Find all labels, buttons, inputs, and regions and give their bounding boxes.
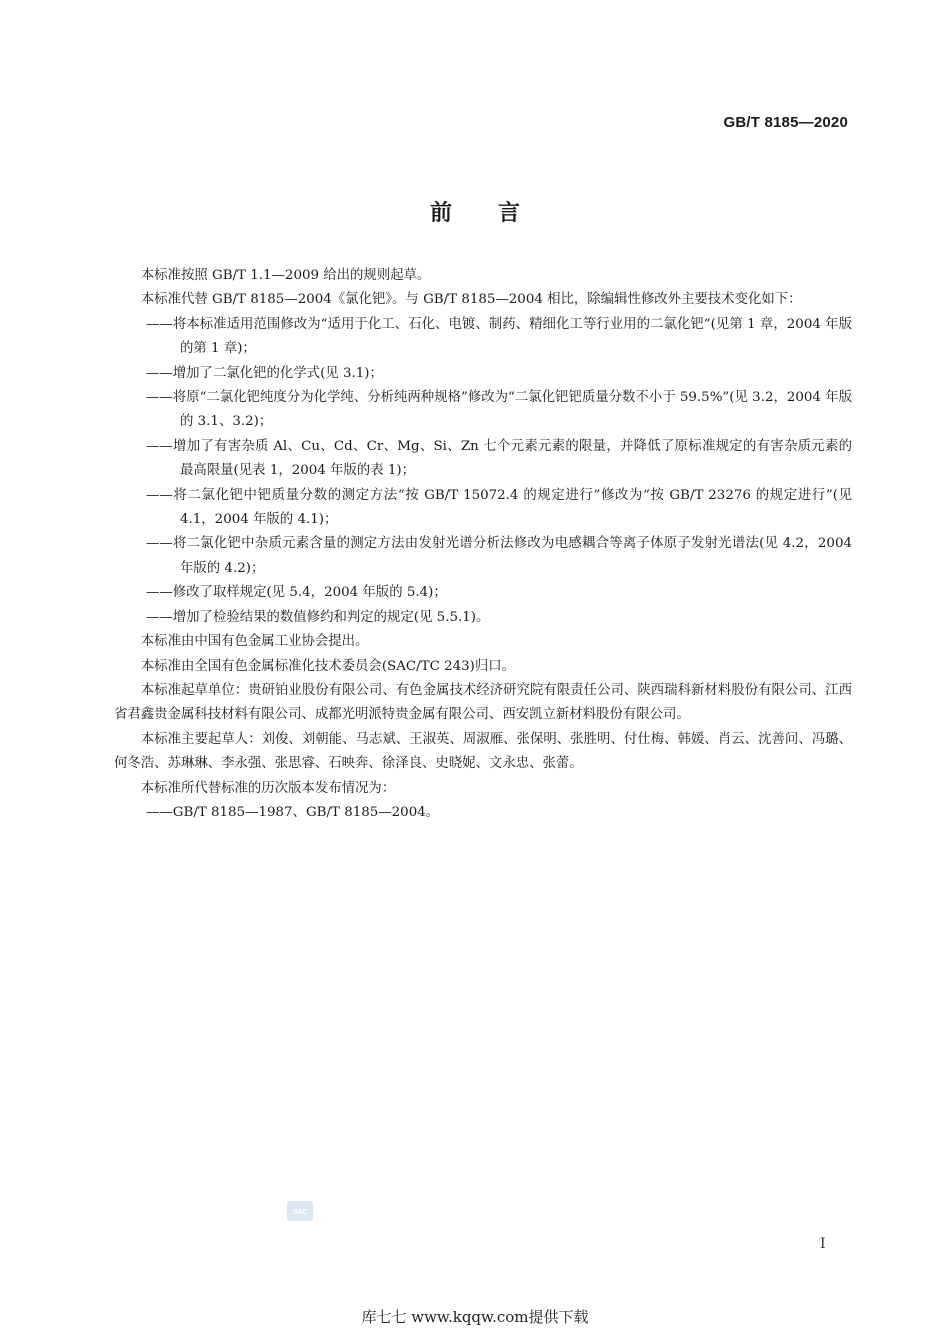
change-list-item: ——增加了检验结果的数值修约和判定的规定(见 5.5.1)。 (146, 609, 490, 625)
paragraph: 本标准主要起草人：刘俊、刘朝能、马志斌、王淑英、周淑雁、张保明、张胜明、付仕梅、韩媛、肖云、沈善问、冯璐、何冬浩、苏琳琳、李永强、张思睿、石映奔、徐泽良、史晓妮、文永忠、张蕾。 (114, 731, 852, 772)
change-list-item: ——将本标准适用范围修改为“适用于化工、石化、电镀、制药、精细化工等行业用的二氯化钯”(见第 1 章，2004 年版的第 1 章)； (146, 316, 852, 357)
change-list-item: ——修改了取样规定(见 5.4，2004 年版的 5.4)； (146, 585, 447, 601)
change-list-item: ——将原“二氯化钯纯度分为化学纯、分析纯两种规格”修改为“二氯化钯钯质量分数不小于 59.5%”(见 3.2，2004 年版的 3.1、3.2)； (146, 390, 852, 430)
change-list-item: ——GB/T 8185—1987、GB/T 8185—2004。 (146, 804, 440, 820)
paragraph: 本标准代替 GB/T 8185—2004《氯化钯》。与 GB/T 8185—2004 相比，除编辑性修改外主要技术变化如下： (140, 292, 802, 308)
paragraph: 本标准所代替标准的历次版本发布情况为： (140, 780, 396, 796)
change-list-item: ——将二氯化钯中杂质元素含量的测定方法由发射光谱分析法修改为电感耦合等离子体原子发射光谱法(见 4.2，2004 年版的 4.2)； (146, 536, 852, 576)
change-list-item: ——将二氯化钯中钯质量分数的测定方法“按 GB/T 15072.4 的规定进行”修改为“按 GB/T 23276 的规定进行”(见 4.1，2004 年版的 4.1)； (146, 487, 852, 528)
change-list-item: ——增加了二氯化钯的化学式(见 3.1)； (146, 365, 383, 381)
foreword-body (114, 264, 852, 825)
paragraph: 本标准起草单位：贵研铂业股份有限公司、有色金属技术经济研究院有限责任公司、陕西瑞科新材料股份有限公司、江西省君鑫贵金属科技材料有限公司、成都光明派特贵金属有限公司、西安凯立新材料股份有限公司。 (114, 682, 852, 723)
page-title: 前言 (429, 201, 566, 226)
paragraph: 本标准由全国有色金属标准化技术委员会(SAC/TC 243)归口。 (140, 658, 516, 674)
download-footer: 库七七 www.kqqw.com提供下载 (361, 1308, 589, 1326)
paragraph: 本标准由中国有色金属工业协会提出。 (140, 634, 369, 650)
page-number: I (820, 1236, 826, 1252)
standard-number: GB/T 8185—2020 (723, 114, 848, 131)
paragraph: 本标准按照 GB/T 1.1—2009 给出的规则起草。 (140, 268, 431, 283)
svg-text:SAC: SAC (292, 1209, 308, 1216)
change-list-item: ——增加了有害杂质 Al、Cu、Cd、Cr、Mg、Si、Zn 七个元素元素的限量，并降低了原标准规定的有害杂质元素的最高限量(见表 1，2004 年版的表 1)； (146, 438, 852, 479)
sac-watermark-logo (286, 1199, 314, 1223)
